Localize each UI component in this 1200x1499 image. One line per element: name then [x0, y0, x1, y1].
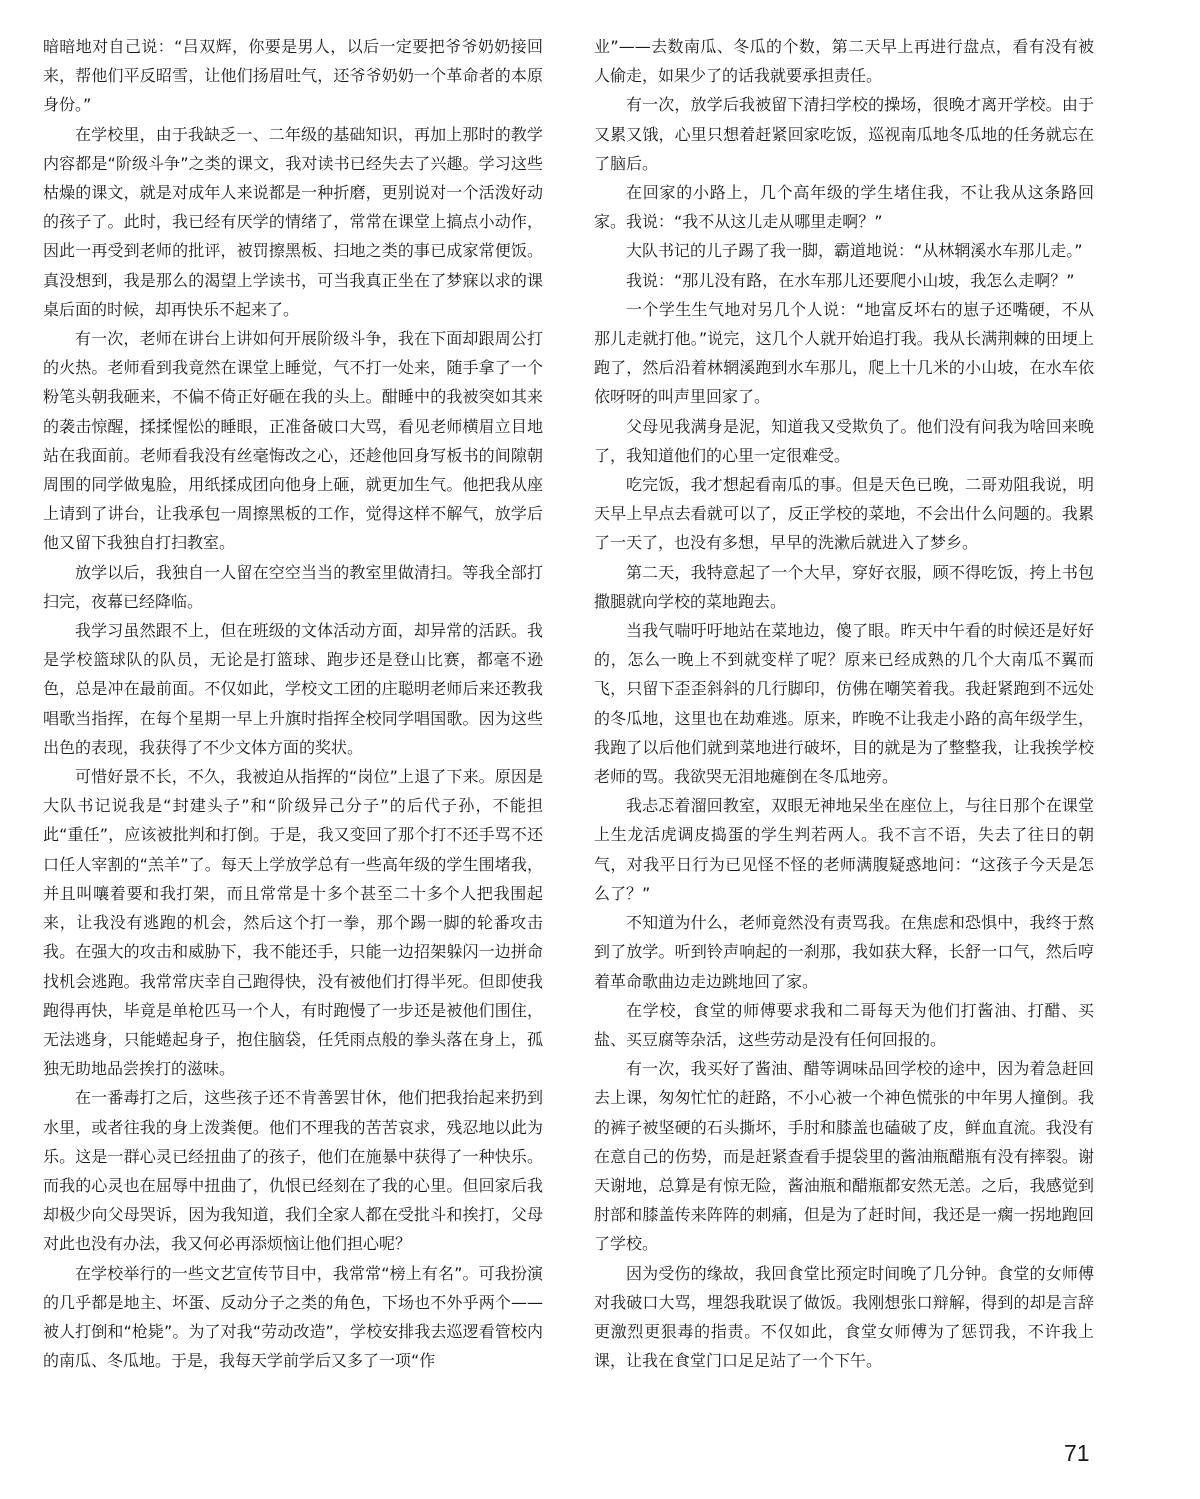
- paragraph: 在学校，食堂的师傅要求我和二哥每天为他们打酱油、打醋、买盐、买豆腐等杂活，这些劳动是没有任何回报的。: [594, 1000, 1094, 1049]
- left-column: [43, 32, 543, 1375]
- paragraph: 有一次，老师在讲台上讲如何开展阶级斗争，我在下面却跟周公打的火热。老师看到我竟然在课堂上睡觉，气不打一处来，随手拿了一个粉笔头朝我砸来，不偏不倚正好砸在我的头上。酣睡中的我被突如其来的袭击惊醒，揉揉惺忪的睡眼，正准备破口大骂，看见老师横眉立目地站在我面前。老师看我没有丝毫悔改之心，还趁他回身写板书的间隙朝周围的同学做鬼脸，用纸揉成团向他身上砸，就更加生气。他把我从座上请到了讲台，让我承包一周擦黑板的工作，觉得这样不解气，放学后他又留下我独自打扫教室。: [43, 329, 543, 553]
- paragraph: 在一番毒打之后，这些孩子还不肯善罢甘休，他们把我抬起来扔到水里，或者往我的身上泼粪便。他们不理我的苦苦哀求，残忍地以此为乐。这是一群心灵已经扭曲了的孩子，他们在施暴中获得了一种快乐。而我的心灵也在屈辱中扭曲了，仇恨已经刻在了我的心里。但回家后我却极少向父母哭诉，因为我知道，我们全家人都在受批斗和挨打，父母对此也没有办法，我又何必再添烦恼让他们担心呢？: [43, 1088, 543, 1254]
- paragraph: 暗暗地对自己说：“吕双辉，你要是男人，以后一定要把爷爷奶奶接回来，帮他们平反昭雪，让他们扬眉吐气，还爷爷奶奶一个革命者的本原身份。”: [43, 37, 543, 115]
- paragraph: 吃完饭，我才想起看南瓜的事。但是天色已晚，二哥劝阻我说，明天早上早点去看就可以了，反正学校的菜地，不会出什么问题的。我累了一天了，也没有多想，早早的洗漱后就进入了梦乡。: [594, 475, 1094, 553]
- paragraph: 可惜好景不长，不久，我被迫从指挥的“岗位”上退了下来。原因是大队书记说我是“封建头子”和“阶级异己分子”的后代子孙，不能担此“重任”，应该被批判和打倒。于是，我又变回了那个打不还手骂不还口任人宰割的“羔羊”了。每天上学放学总有一些高年级的学生围堵我，并且叫嚷着要和我打架，而且常常是十多个甚至二十多个人把我围起来，让我没有逃跑的机会，然后这个打一拳，那个踢一脚的轮番攻击我。在强大的攻击和威胁下，我不能还手，只能一边招架躲闪一边拼命找机会逃跑。我常常庆幸自己跑得快，没有被他们打得半死。但即使我跑得再快，毕竟是单枪匹马一个人，有时跑慢了一步还是被他们围住，无法逃身，只能蜷起身子，抱住脑袋，任凭雨点般的拳头落在身上，孤独无助地品尝挨打的滋味。: [43, 767, 543, 1079]
- paragraph: 放学以后，我独自一人留在空空当当的教室里做清扫。等我全部打扫完，夜幕已经降临。: [43, 562, 543, 611]
- page-number: 71: [1064, 1440, 1090, 1466]
- paragraph: 父母见我满身是泥，知道我又受欺负了。他们没有问我为啥回来晚了，我知道他们的心里一定很难受。: [594, 416, 1094, 465]
- paragraph: 我学习虽然跟不上，但在班级的文体活动方面，却异常的活跃。我是学校篮球队的队员，无论是打篮球、跑步还是登山比赛，都毫不逊色，总是冲在最前面。不仅如此，学校文工团的庄聪明老师后来还教我唱歌当指挥，在每个星期一早上升旗时指挥全校同学唱国歌。因为这些出色的表现，我获得了不少文体方面的奖状。: [43, 621, 543, 757]
- paragraph: 当我气喘吁吁地站在菜地边，傻了眼。昨天中午看的时候还是好好的，怎么一晚上不到就变样了呢？原来已经成熟的几个大南瓜不翼而飞，只留下歪歪斜斜的几行脚印，仿佛在嘲笑着我。我赶紧跑到不远处的冬瓜地，这里也在劫难逃。原来，昨晚不让我走小路的高年级学生，我跑了以后他们就到菜地进行破坏，目的就是为了整整我，让我挨学校老师的骂。我欲哭无泪地瘫倒在冬瓜地旁。: [594, 621, 1094, 787]
- paragraph: 一个学生生气地对另几个人说：“地富反坏右的崽子还嘴硬，不从那儿走就打他。”说完，这几个人就开始追打我。我从长满荆棘的田埂上跑了，然后沿着林辋溪跑到水车那儿，爬上十几米的小山坡，在水车依依呀呀的叫声里回家了。: [594, 299, 1094, 407]
- paragraph: 大队书记的儿子踢了我一脚，霸道地说：“从林辋溪水车那儿走。”: [626, 241, 1083, 261]
- paragraph: 第二天，我特意起了一个大早，穿好衣服，顾不得吃饭，挎上书包撒腿就向学校的菜地跑去。: [594, 562, 1094, 611]
- paragraph: 我忐忑着溜回教室，双眼无神地呆坐在座位上，与往日那个在课堂上生龙活虎调皮捣蛋的学生判若两人。我不言不语，失去了往日的朝气，对我平日行为已见怪不怪的老师满腹疑惑地问：“这孩子今天是怎么了？”: [594, 796, 1094, 903]
- paragraph: 不知道为什么，老师竟然没有责骂我。在焦虑和恐惧中，我终于熬到了放学。听到铃声响起的一刹那，我如获大释，长舒一口气，然后哼着革命歌曲边走边跳地回了家。: [594, 913, 1094, 991]
- paragraph: 在学校里，由于我缺乏一、二年级的基础知识，再加上那时的教学内容都是“阶级斗争”之类的课文，我对读书已经失去了兴趣。学习这些枯燥的课文，就是对成年人来说都是一种折磨，更别说对一个活泼好动的孩子了。此时，我已经有厌学的情绪了，常常在课堂上搞点小动作，因此一再受到老师的批评，被罚擦黑板、扫地之类的事已成家常便饭。真没想到，我是那么的渴望上学读书，可当我真正坐在了梦寐以求的课桌后面的时候，却再快乐不起来了。: [43, 124, 543, 319]
- paragraph: 有一次，放学后我被留下清扫学校的操场，很晚才离开学校。由于又累又饿，心里只想着赶紧回家吃饭，巡视南瓜地冬瓜地的任务就忘在了脑后。: [594, 95, 1094, 173]
- right-column: [594, 32, 1094, 1375]
- paragraph: 在回家的小路上，几个高年级的学生堵住我，不让我从这条路回家。我说：“我不从这儿走从哪里走啊？”: [594, 183, 1094, 232]
- paragraph: 业”——去数南瓜、冬瓜的个数，第二天早上再进行盘点，看有没有被人偷走，如果少了的话我就要承担责任。: [594, 37, 1094, 86]
- paragraph: 在学校举行的一些文艺宣传节目中，我常常“榜上有名”。可我扮演的几乎都是地主、坏蛋、反动分子之类的角色，下场也不外乎两个——被人打倒和“枪毙”。为了对我“劳动改造”，学校安排我去巡逻看管校内的南瓜、冬瓜地。于是，我每天学前学后又多了一项“作: [43, 1263, 543, 1371]
- paragraph: 有一次，我买好了酱油、醋等调味品回学校的途中，因为着急赶回去上课，匆匆忙忙的赶路，不小心被一个神色慌张的中年男人撞倒。我的裤子被坚硬的石头撕坏，手肘和膝盖也磕破了皮，鲜血直流。我没有在意自己的伤势，而是赶紧查看手提袋里的酱油瓶醋瓶有没有摔裂。谢天谢地，总算是有惊无险，酱油瓶和醋瓶都安然无恙。之后，我感觉到肘部和膝盖传来阵阵的刺痛，但是为了赶时间，我还是一瘸一拐地跑回了学校。: [594, 1059, 1094, 1254]
- paragraph: 我说：“那儿没有路，在水车那儿还要爬小山坡，我怎么走啊？”: [626, 270, 1075, 290]
- paragraph: 因为受伤的缘故，我回食堂比预定时间晚了几分钟。食堂的女师傅对我破口大骂，埋怨我耽误了做饭。我刚想张口辩解，得到的却是言辞更激烈更狠毒的指责。不仅如此，食堂女师傅为了惩罚我，不许我上课，让我在食堂门口足足站了一个下午。: [594, 1263, 1094, 1371]
